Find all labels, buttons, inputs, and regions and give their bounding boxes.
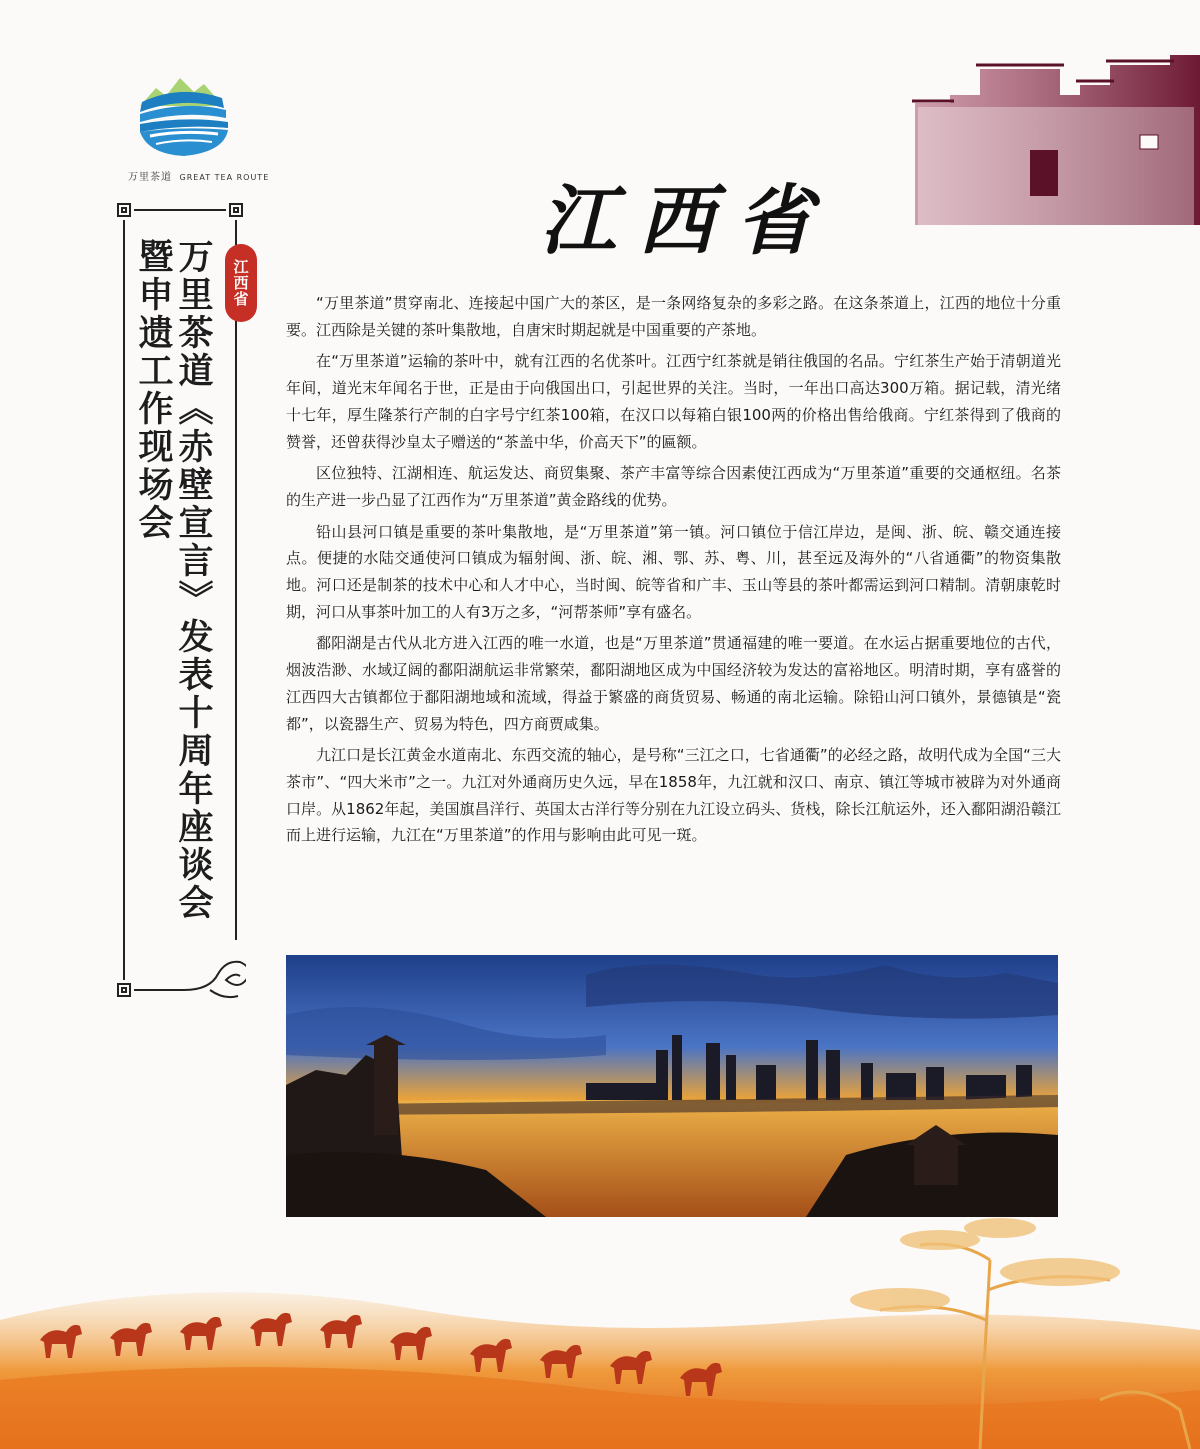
article-body [286, 290, 1061, 854]
page-title: 江西省 [540, 176, 834, 265]
paragraph: 九江口是长江黄金水道南北、东西交流的轴心，是号称“三江之口，七省通衢”的必经之路，故明代成为全国“三大茶市”、“四大米市”之一。九江对外通商历史久远，早在1858年，九江就和汉口、南京、镇江等城市被辟为对外通商口岸。从1862年起，美国旗昌洋行、英国太古洋行等分别在九江设立码头、货栈，除长江航运外，还入鄱阳湖沿赣江而上进行运输，九江在“万里茶道”的作用与影响由此可见一斑。 [286, 746, 1061, 845]
logo-label-cn: 万里茶道 [128, 172, 172, 183]
side-banner [114, 200, 250, 1000]
province-seal: 江西省 [225, 244, 257, 322]
banner-title-line1: 万里茶道《赤壁宣言》发表十周年座谈会 [173, 238, 214, 922]
logo-caption [128, 168, 269, 183]
banner-title-line2: 暨申遗工作现场会 [133, 238, 174, 542]
jiujiang-sunset-photo [286, 955, 1058, 1217]
paragraph: 区位独特、江湖相连、航运发达、商贸集聚、茶产丰富等综合因素使江西成为“万里茶道”重要的交通枢纽。名茶的生产进一步凸显了江西作为“万里茶道”黄金路线的优势。 [286, 464, 1061, 509]
paragraph: 鄱阳湖是古代从北方进入江西的唯一水道，也是“万里茶道”贯通福建的唯一要道。在水运占据重要地位的古代，烟波浩渺、水域辽阔的鄱阳湖航运非常繁荣，鄱阳湖地区成为中国经济较为发达的富裕地区。明清时期，享有盛誉的江西四大古镇都位于鄱阳湖地域和流域，得益于繁盛的商货贸易、畅通的南北运输。除铅山河口镇外，景德镇是“瓷都”，以瓷器生产、贸易为特色，四方商贾咸集。 [286, 634, 1061, 733]
logo-label-en: GREAT TEA ROUTE [179, 173, 270, 182]
paragraph: 铅山县河口镇是重要的茶叶集散地，是“万里茶道”第一镇。河口镇位于信江岸边，是闽、浙、皖、赣交通连接点。便捷的水陆交通使河口镇成为辐射闽、浙、皖、湘、鄂、苏、粤、川，甚至远及海外的“八省通衢”的物资集散地。河口还是制茶的技术中心和人才中心，当时闽、皖等省和广丰、玉山等县的茶叶都需运到河口精制。清朝康乾时期，河口从事茶叶加工的人有3万之多，“河帮茶师”享有盛名。 [286, 522, 1061, 621]
logo-emblem-icon [132, 66, 242, 166]
paragraph: 在“万里茶道”运输的茶叶中，就有江西的名优茶叶。江西宁红茶就是销往俄国的名品。宁红茶生产始于清朝道光年间，道光末年闻名于世，正是由于向俄国出口，引起世界的关注。当时，一年出口高达300万箱。据记载，清光绪十七年，厚生隆茶行产制的白字号宁红茶100箱，在汉口以每箱白银100两的价格出售给俄商。宁红茶得到了俄商的赞誉，还曾获得沙皇太子赠送的“茶盖中华，价高天下”的匾额。 [286, 352, 1061, 451]
camel-caravan-illustration [0, 1200, 1200, 1449]
huizhou-architecture-illustration [910, 55, 1200, 225]
paragraph: “万里茶道”贯穿南北、连接起中国广大的茶区，是一条网络复杂的多彩之路。在这条茶道上，江西的地位十分重要。江西除是关键的茶叶集散地，自唐宋时期起就是中国重要的产茶地。 [286, 294, 1061, 339]
